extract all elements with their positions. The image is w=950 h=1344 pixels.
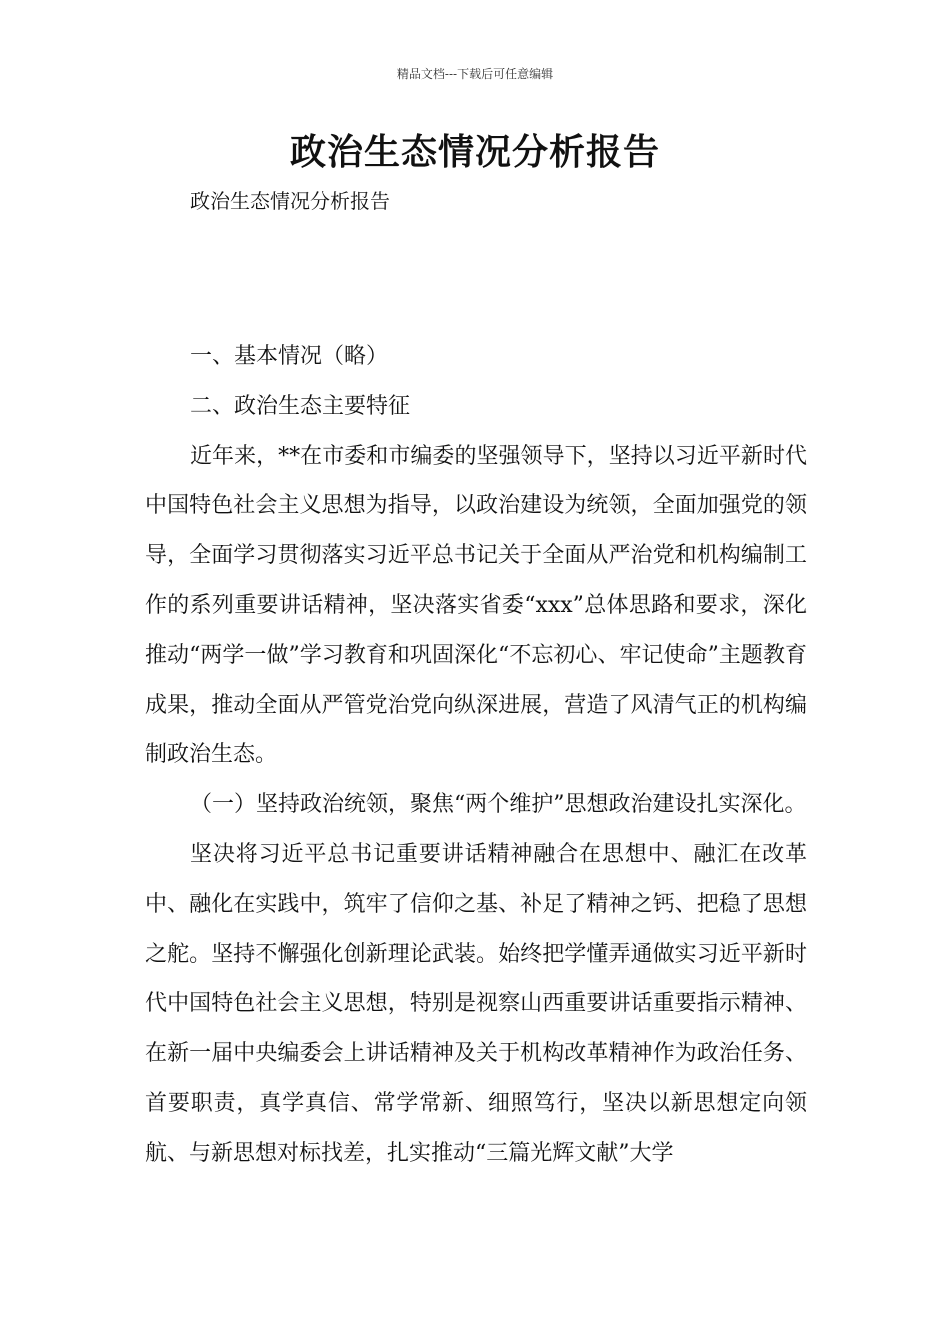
document-subtitle: 政治生态情况分析报告 <box>190 189 390 213</box>
body-paragraph: 坚决将习近平总书记重要讲话精神融合在思想中、融汇在改革中、融化在实践中，筑牢了信仰之基、补足了精神之钙、把稳了思想之舵。坚持不懈强化创新理论武装。始终把学懂弄通做实习近平新时代中国特色社会主义思想，特别是视察山西重要讲话重要指示精神、在新一届中央编委会上讲话精神及关于机构改革精神作为政治任务、首要职责，真学真信、常学常新、细照笃行，坚决以新思想定向领航、与新思想对标找差，扎实推动“三篇光辉文献”大学 <box>145 841 807 1166</box>
document-title: 政治生态情况分析报告 <box>289 131 660 173</box>
subsection-heading: （一）坚持政治统领，聚焦“两个维护”思想政治建设扎实深化。 <box>190 792 807 818</box>
page-header: 精品文档---下载后可任意编辑 <box>396 67 554 81</box>
document-body <box>145 332 807 1179</box>
section-heading-features: 二、政治生态主要特征 <box>190 393 411 419</box>
body-paragraph: 近年来，**在市委和市编委的坚强领导下，坚持以习近平新时代中国特色社会主义思想为指导，以政治建设为统领，全面加强党的领导，全面学习贯彻落实习近平总书记关于全面从严治党和机构编制工作的系列重要讲话精神，坚决落实省委“xxx”总体思路和要求，深化推动“两学一做”学习教育和巩固深化“不忘初心、牢记使命”主题教育成果，推动全面从严管党治党向纵深进展，营造了风清气正的机构编制政治生态。 <box>145 443 807 768</box>
section-heading-basic: 一、基本情况（略） <box>190 344 389 369</box>
